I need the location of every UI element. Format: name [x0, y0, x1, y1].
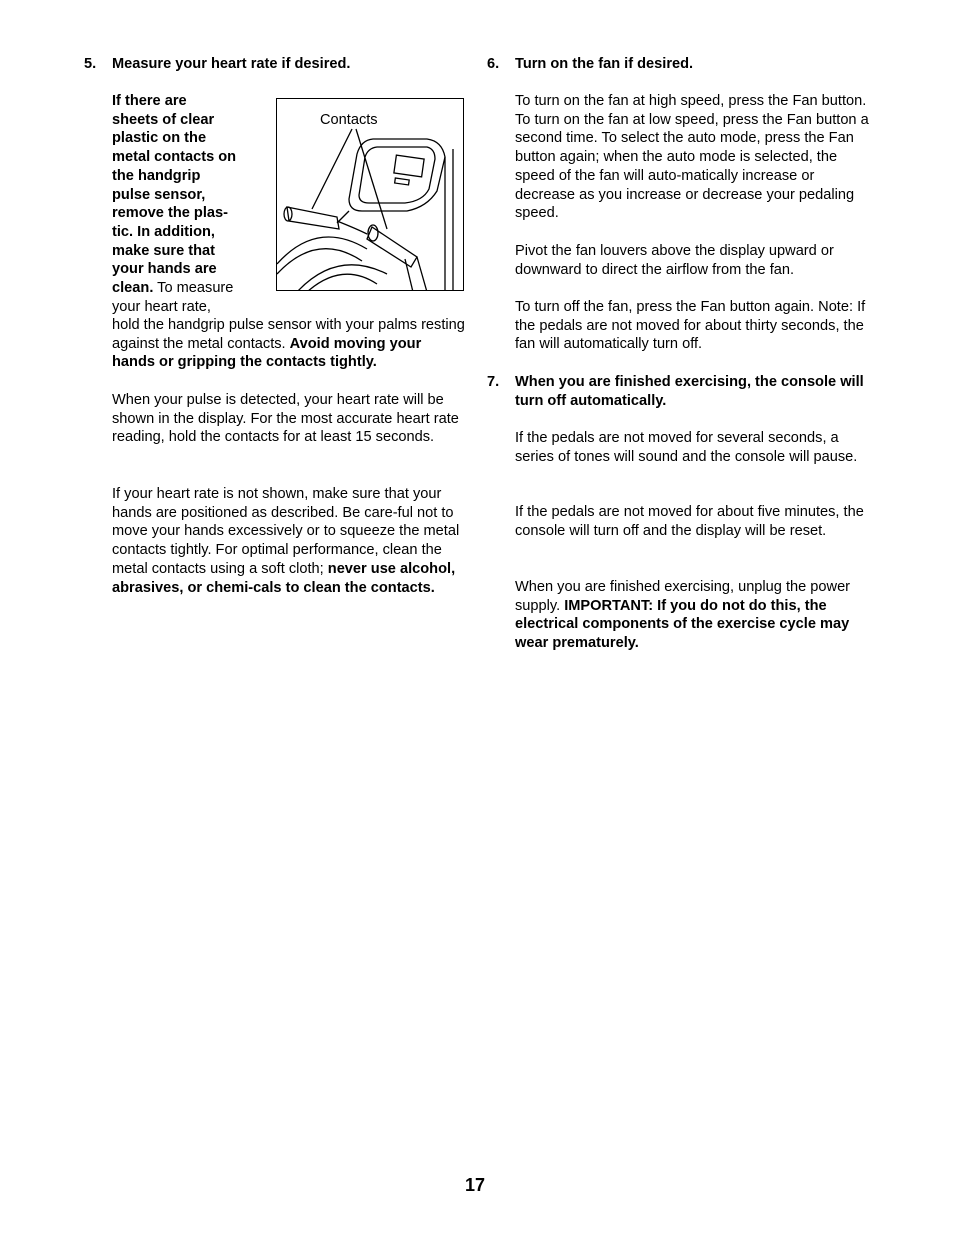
p3-bold: IMPORTANT: If you do not do this, the electrical components of the exercise cycle may wear prematurely. — [515, 597, 850, 652]
step-7-paragraph-3 — [515, 578, 871, 653]
wrap-line-last: your heart rate, — [112, 298, 211, 315]
step-5-number: 5. — [84, 56, 97, 72]
step-6-number: 6. — [487, 56, 500, 72]
step-5-paragraph-1 — [112, 316, 467, 372]
p3-plain: When you are finished exercising, unplug the power supply. — [515, 579, 851, 614]
step-6-paragraph-3: To turn off the fan, press the Fan button again. Note: If the pedals are not moved for about thirty seconds, the fan will automatically turn off. — [515, 299, 866, 353]
clean-rest: To measure — [153, 280, 234, 297]
p3-plain: If your heart rate is not shown, make sure that your hands are positioned as described. Be care-ful not to move your hands excessively or to squeeze the metal contacts tightly. For optimal performance, clean the metal contacts using a soft cloth; — [112, 486, 460, 577]
wrap-line: metal contacts on — [112, 149, 237, 166]
step-7-title: When you are finished exercising, the console will turn off automatically. — [515, 374, 864, 409]
step-7-paragraph-1: If the pedals are not moved for several seconds, a series of tones will sound and the console will pause. — [515, 430, 858, 465]
wrap-line: If there are — [112, 93, 187, 109]
wrap-line: plastic on the — [112, 130, 207, 147]
p1-bold: Avoid moving your hands or gripping the contacts tightly. — [112, 335, 422, 371]
wrap-line: sheets of clear — [112, 111, 215, 128]
wrap-line-clean — [112, 279, 282, 298]
step-5-title: Measure your heart rate if desired. — [112, 56, 351, 72]
wrap-line: your hands are — [112, 261, 217, 278]
figure-label-contacts: Contacts — [320, 112, 378, 128]
step-5-paragraph-3 — [112, 485, 467, 597]
step-6-paragraph-1: To turn on the fan at high speed, press the Fan button. To turn on the fan at low speed, press the Fan button a second time. To select the auto mode, press the Fan button again; when the auto mode is selected, the speed of the fan will auto-matically increase or decrease as you increase or decrease your pedaling speed. — [515, 93, 869, 222]
step-7-paragraph-2: If the pedals are not moved for about five minutes, the console will turn off and the display will be reset. — [515, 504, 864, 539]
step-6-paragraph-2: Pivot the fan louvers above the display upward or downward to direct the airflow from the fan. — [515, 243, 834, 278]
wrap-line: pulse sensor, — [112, 186, 206, 203]
page-number: 17 — [465, 1175, 486, 1195]
wrap-line: remove the plas- — [112, 205, 228, 222]
clean-bold: clean. — [112, 280, 154, 297]
step-6-title: Turn on the fan if desired. — [515, 56, 694, 72]
step-7-number: 7. — [487, 374, 500, 390]
p1-plain: hold the handgrip pulse sensor with your palms resting against the metal contacts. — [112, 317, 465, 352]
p3-bold: never use alcohol, abrasives, or chemi-cals to clean the contacts. — [112, 560, 456, 596]
wrap-line: tic. In addition, — [112, 223, 215, 240]
exercise-cycle-console-drawing — [277, 99, 464, 291]
wrap-line: the handgrip — [112, 167, 201, 184]
wrap-line: make sure that — [112, 242, 216, 259]
step-5-wrap-text — [112, 92, 282, 316]
contacts-illustration — [276, 98, 464, 291]
step-5-paragraph-2: When your pulse is detected, your heart rate will be shown in the display. For the most accurate heart rate reading, hold the contacts for at least 15 seconds. — [112, 392, 459, 446]
